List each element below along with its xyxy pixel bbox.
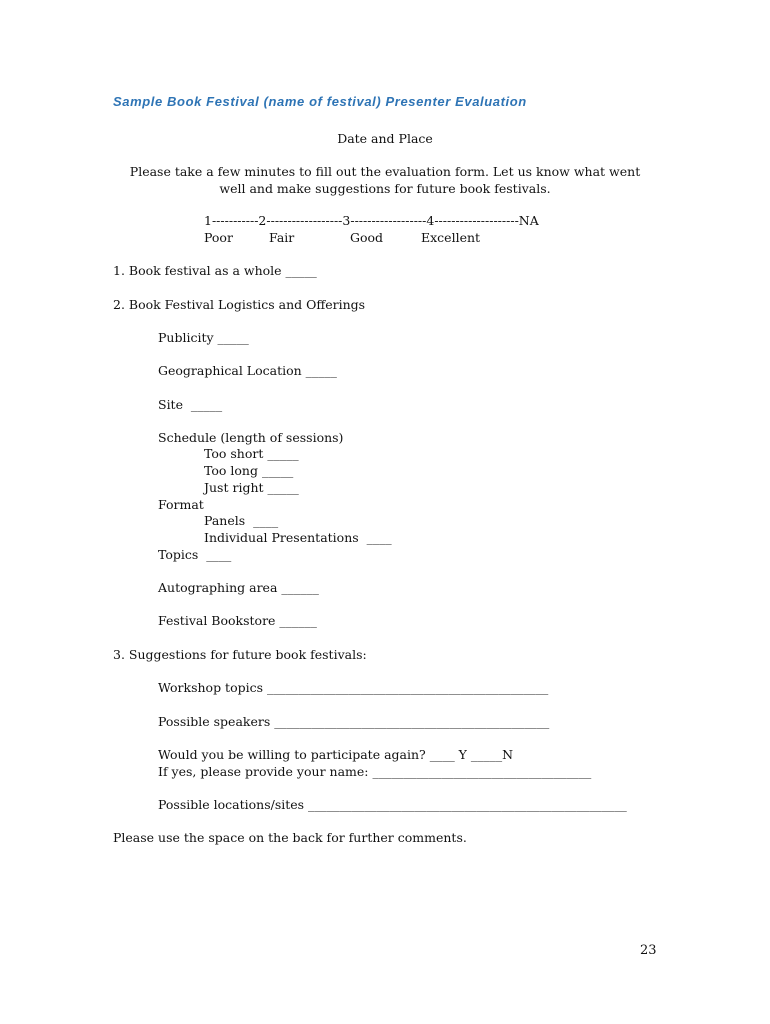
item-format: Format xyxy=(158,497,204,512)
item-too-long: Too long _____ xyxy=(204,463,294,478)
scale-label-good: Good xyxy=(350,230,384,245)
item-autographing-area: Autographing area ______ xyxy=(158,580,319,595)
item-too-short: Too short _____ xyxy=(204,446,299,461)
item-workshop-topics: Workshop topics _____________________________________________ xyxy=(158,680,549,695)
question-1: 1. Book festival as a whole _____ xyxy=(113,263,317,278)
date-and-place: Date and Place xyxy=(337,131,433,146)
item-site: Site _____ xyxy=(158,397,223,412)
scale-label-poor: Poor xyxy=(204,230,233,245)
item-your-name: If yes, please provide your name: ___________________________________ xyxy=(158,764,592,779)
item-participate-again: Would you be willing to participate again? ____ Y _____N xyxy=(158,747,514,762)
form-title: Sample Book Festival (name of festival) Presenter Evaluation xyxy=(113,94,527,109)
scale-label-fair: Fair xyxy=(269,230,295,245)
page-number: 23 xyxy=(640,943,657,958)
item-geographical-location: Geographical Location _____ xyxy=(158,363,337,378)
item-just-right: Just right _____ xyxy=(204,480,299,495)
item-schedule: Schedule (length of sessions) xyxy=(158,430,344,445)
item-possible-locations: Possible locations/sites ___________________________________________________ xyxy=(158,797,627,812)
item-possible-speakers: Possible speakers ____________________________________________ xyxy=(158,714,550,729)
item-publicity: Publicity _____ xyxy=(158,330,249,345)
question-2-heading: 2. Book Festival Logistics and Offerings xyxy=(113,297,366,312)
rating-scale-labels xyxy=(204,230,504,246)
item-topics: Topics ____ xyxy=(158,547,232,562)
instructions-text: Please take a few minutes to fill out the evaluation form. Let us know what went well and make suggestions for future book festivals. xyxy=(129,164,641,196)
scale-label-excellent: Excellent xyxy=(421,230,481,245)
item-festival-bookstore: Festival Bookstore ______ xyxy=(158,613,317,628)
question-3-heading: 3. Suggestions for future book festivals: xyxy=(113,647,367,662)
item-panels: Panels ____ xyxy=(204,513,279,528)
rating-scale-line: 1-----------2------------------3------------------4--------------------NA xyxy=(204,213,539,228)
closing-note: Please use the space on the back for further comments. xyxy=(113,830,467,845)
item-individual-presentations: Individual Presentations ____ xyxy=(204,530,392,545)
